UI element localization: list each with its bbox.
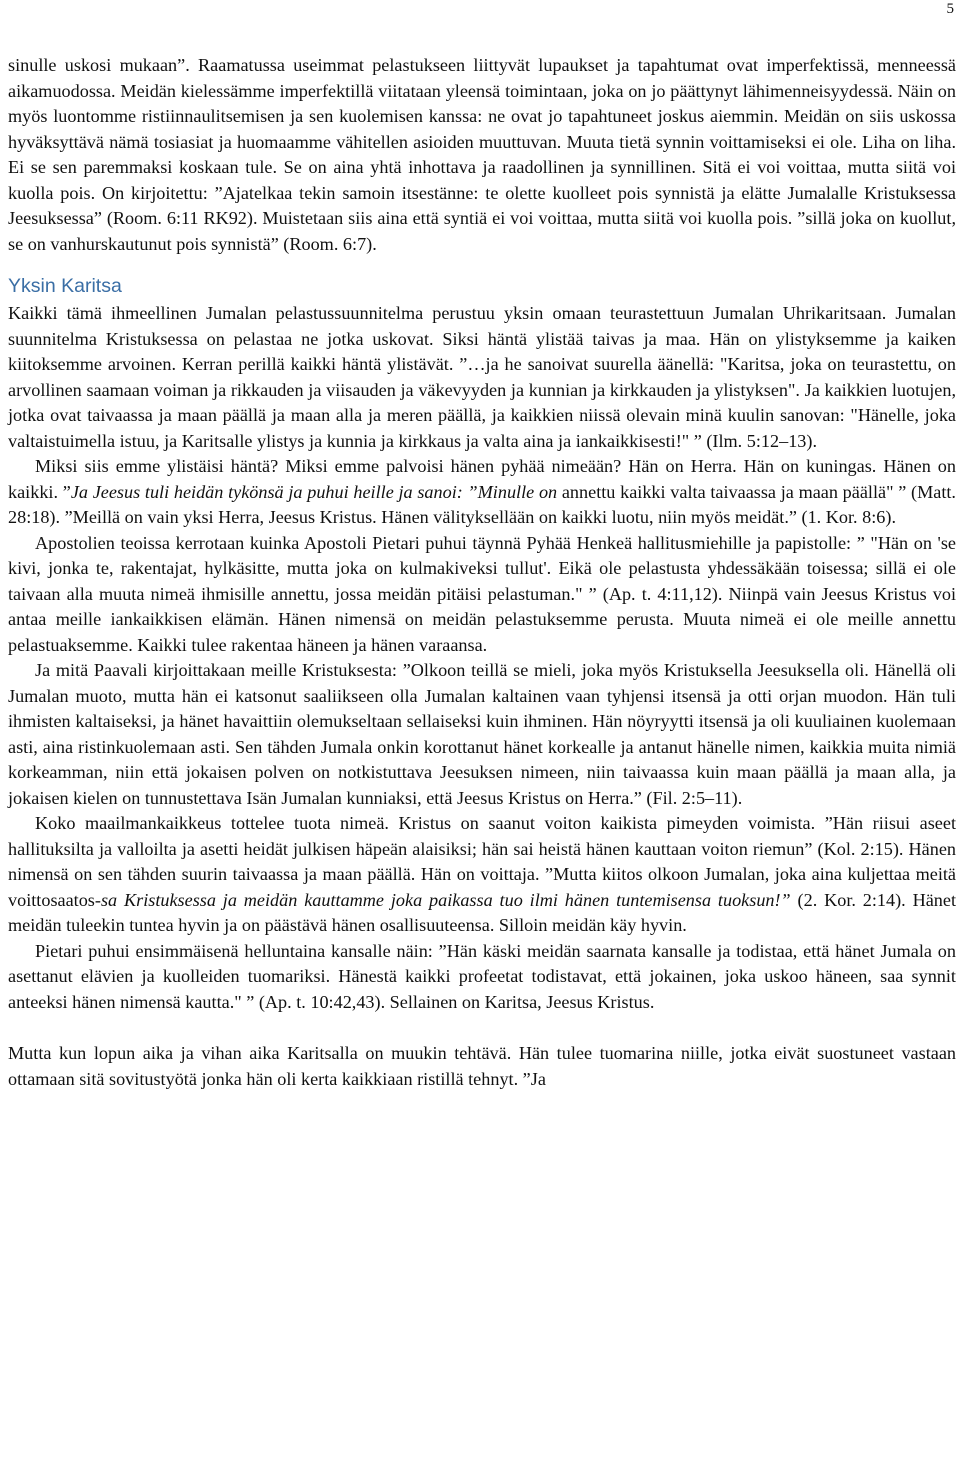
intro-paragraph: sinulle uskosi mukaan”. Raamatussa useimmat pelastukseen liittyvät lupaukset ja tapahtumat ovat imperfektissä, menneessä aikamuodossa. Meidän kielessämme imperfektillä viitataan yleensä toimintaan, joka on jo päättynyt lähimenneisyydessä. Näin on myös luontomme ristiinnaulitsemisen ja sen kuolemisen kanssa: ne ovat jo tapahtuneet joskus aiemmin. Meidän on siis uskossa hyväksyttävä nämä tosiasiat ja huomaamme vähitellen asioiden muuttuvan. Muuta tietä synnin voittamiseksi ei ole. Liha on liha. Ei se sen paremmaksi koskaan tule. Se on aina yhtä inhottava ja raadollinen ja synnillinen. Sitä ei voi voittaa, mutta siitä voi kuolla pois. On kirjoitettu: ”Ajatelkaa tekin samoin itsestänne: te olette kuolleet pois synnistä ja elätte Jumalalle Kristuksessa Jeesuksessa” (Room. 6:11 RK92). Muistetaan siis aina että syntiä ei voi voittaa, mutta siitä voi kuolla pois. ”sillä joka on kuollut, se on vanhurskautunut pois synnistä” (Room. 6:7). xyxy=(8,55,956,254)
paragraph-4: Ja mitä Paavali kirjoittakaan meille Kristuksesta: ”Olkoon teillä se mieli, joka myös Kristuksella Jeesuksella oli. Hänellä oli Jumalan muoto, mutta hän ei katsonut saaliikseen olla Jumalan kaltainen vaan tyhjensi itsensä ja otti orjan muodon. Hän tuli ihmisten kaltaiseksi, ja hänet havaittiin olemukseltaan sellaiseksi kuin ihminen. Hän nöyryytti itsensä ja oli kuuliainen kuolemaan asti, aina ristinkuolemaan asti. Sen tähden Jumala onkin korottanut hänet korkealle ja antanut hänelle nimen, kaikkia muita nimiä korkeamman, niin että jokaisen polven on notkistuttava Jeesuksen nimeen, niin taivaassa kuin maan päällä ja maan alla, ja jokaisen kielen on tunnustettava Isän Jumalan kunniaksi, että Jeesus Kristus on Herra.” (Fil. 2:5–11). xyxy=(8,660,956,808)
paragraph-2-text-b: annettu kaikki valta taivaassa ja maan päällä" ” (Matt. 28:18). ”Meillä on vain yksi Herra, Jeesus Kristus. Hänen välityksellään on kaikki luotu, niin myös meidät.” (1. Kor. 8:6). xyxy=(8,481,956,527)
paragraph-5-text-a: Koko maailmankaikkeus tottelee tuota nimeä. Kristus on saanut voiton kaikista pimeyden voimista. ”Hän riisui aseet hallituksilta ja valloilta ja asetti heidät julkisen häpeän alaisiksi; hän sai heistä hänen kauttaan voiton riemun” (Kol. 2:15). Hänen nimensä on sen tähden suurin taivaassa ja maan päällä. Hän on voittaja. ”Mutta kiitos olkoon Jumalan, joka aina kuljettaa meitä voittosaatos- xyxy=(8,813,956,910)
paragraph-3: Apostolien teoissa kerrotaan kuinka Apostoli Pietari puhui täynnä Pyhää Henkeä hallitusmiehille ja papistolle: ” "Hän on 'se kivi, jonka te, rakentajat, hylkäsitte, mutta joka on kulmakiveksi tullut'. Eikä ole pelastusta yhdessäkään toisessa; sillä ei ole taivaan alla muuta nimeä ihmisille annettu, jossa meidän pitäisi pelastuman." ” (Ap. t. 4:11,12). Niinpä vain Jeesus Kristus voi antaa meille iankaikkisen elämän. Hänen nimensä on meidän pelastuksemme perusta. Muuta nimeä ei ole meille annettu pelastuaksemme. Kaikki tulee rakentaa häneen ja hänen varaansa. xyxy=(8,532,956,655)
section-heading: Yksin Karitsa xyxy=(8,275,122,297)
paragraph-2-text-a: Miksi siis emme ylistäisi häntä? Miksi emme palvoisi hänen pyhää nimeään? Hän on Herra. Hän on kuningas. Hänen on kaikki. ” xyxy=(8,456,956,502)
paragraph-2 xyxy=(8,454,956,531)
paragraph-6: Pietari puhui ensimmäisenä helluntaina kansalle näin: ”Hän käski meidän saarnata kansalle ja todistaa, että hänet Jumala on asettanut elävien ja kuolleiden tuomariksi. Hänestä kaikki profeetat todistavat, että jokainen, joka uskoo häneen, saa synnit anteeksi hänen nimensä kautta." ” (Ap. t. 10:42,43). Sellainen on Karitsa, Jeesus Kristus. xyxy=(8,940,956,1012)
page-number: 5 xyxy=(946,1,954,17)
paragraph-7: Mutta kun lopun aika ja vihan aika Karitsalla on muukin tehtävä. Hän tulee tuomarina niille, jotka eivät suostuneet vastaan ottamaan sitä sovitustyötä jonka hän oli kerta kaikkiaan ristillä tehnyt. ”Ja xyxy=(8,1043,956,1089)
paragraph-2-italic-quote: Ja Jeesus tuli heidän tykönsä ja puhui heille ja sanoi: ”Minulle on xyxy=(70,481,558,502)
paragraph-1: Kaikki tämä ihmeellinen Jumalan pelastussuunnitelma perustuu yksin omaan teurastettuun Jumalan Uhrikaritsaan. Jumalan suunnitelma Kristuksessa on pelastaa ne jotka uskovat. Siksi häntä ylistää taivas ja maa. Hän on ylistyksemme ja kaiken kiitoksemme arvoinen. Kerran perillä kaikki häntä ylistävät. ”…ja he sanoivat suurella äänellä: "Karitsa, joka on teurastettu, on arvollinen saamaan voiman ja rikkauden ja viisauden ja väkevyyden ja kunnian ja kirkkauden ja ylistyksen". Ja kaikkien luotujen, jotka ovat taivaassa ja maan päällä ja maan alla ja meren päällä, ja kaikkien niissä olevain minä kuulin sanovan: "Hänelle, joka valtaistuimella istuu, ja Karitsalle ylistys ja kunnia ja kirkkaus ja valta aina ja iankaikkisesti!" ” (Ilm. 5:12–13). xyxy=(8,303,956,451)
document-body xyxy=(8,53,956,1092)
paragraph-5-text-b: (2. Kor. 2:14). Hänet meidän tuleekin tuntea hyvin ja on päästävä hänen osallisuuteensa. Silloin meidän käy hyvin. xyxy=(8,889,957,935)
paragraph-5 xyxy=(8,811,956,939)
paragraph-5-italic-quote: sa Kristuksessa ja meidän kauttamme joka paikassa tuo ilmi hänen tuntemisensa tuoksun!” xyxy=(100,889,791,910)
